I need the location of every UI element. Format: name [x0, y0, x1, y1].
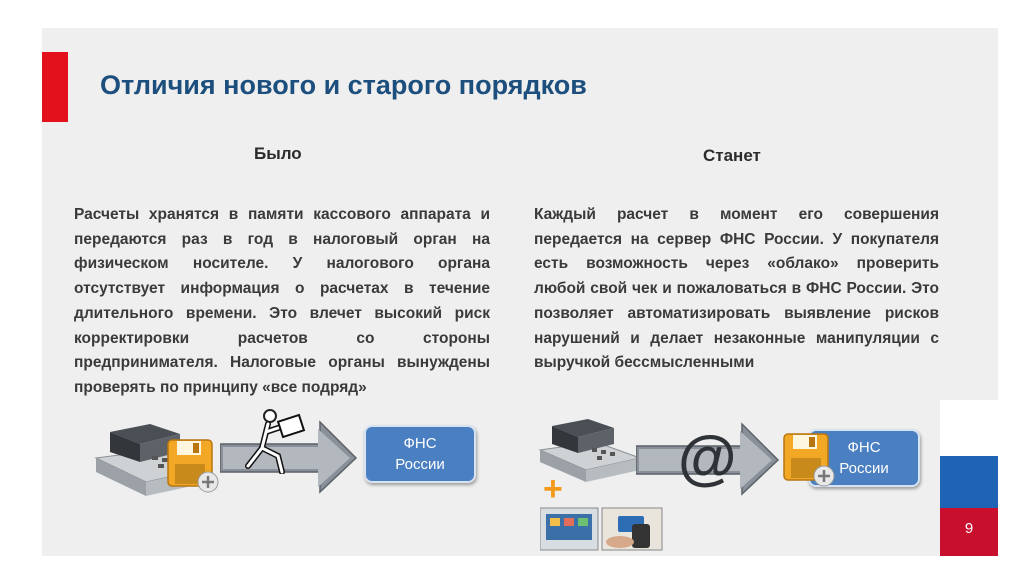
fns-box-old [364, 425, 476, 483]
page-number: 9 [964, 520, 974, 537]
old-procedure-text: Расчеты хранятся в памяти кассового аппарата и передаются раз в год в налоговый орган на физическом носителе. У налогового органа отсутствует информация о расчетах в течение длительного времени. Это влечет высокий риск корректировки расчетов со стороны предпринимателя. Налоговые органы вынуждены проверять по принципу «все подряд» [74, 206, 490, 396]
fns-label-line2: России [395, 456, 445, 473]
fns-label-line1: ФНС [403, 435, 437, 452]
fns-label-line1: ФНС [847, 439, 881, 456]
floppy-disk-icon [782, 432, 838, 488]
fns-label-line2: России [839, 460, 889, 477]
flag-stripe-white [940, 400, 998, 456]
flag-stripe-blue [940, 456, 998, 508]
at-sign-icon: @ [678, 424, 737, 491]
floppy-disk-icon [166, 438, 222, 494]
running-courier-icon [240, 408, 310, 474]
payment-devices-icon [540, 506, 664, 552]
heading-new: Станет [703, 146, 761, 165]
new-procedure-text: Каждый расчет в момент его совершения передается на сервер ФНС России. У покупателя есть возможность через «облако» проверить любой свой чек и пожаловаться в ФНС России. Это позволяет автоматизировать выявление рисков нарушений и делает незаконные манипуляции с выручкой бессмысленными [534, 206, 939, 372]
heading-old: Было [254, 144, 302, 163]
title-accent-bar [42, 52, 68, 122]
slide-title: Отличия нового и старого порядков [100, 70, 587, 100]
plus-sign: + [543, 470, 563, 508]
